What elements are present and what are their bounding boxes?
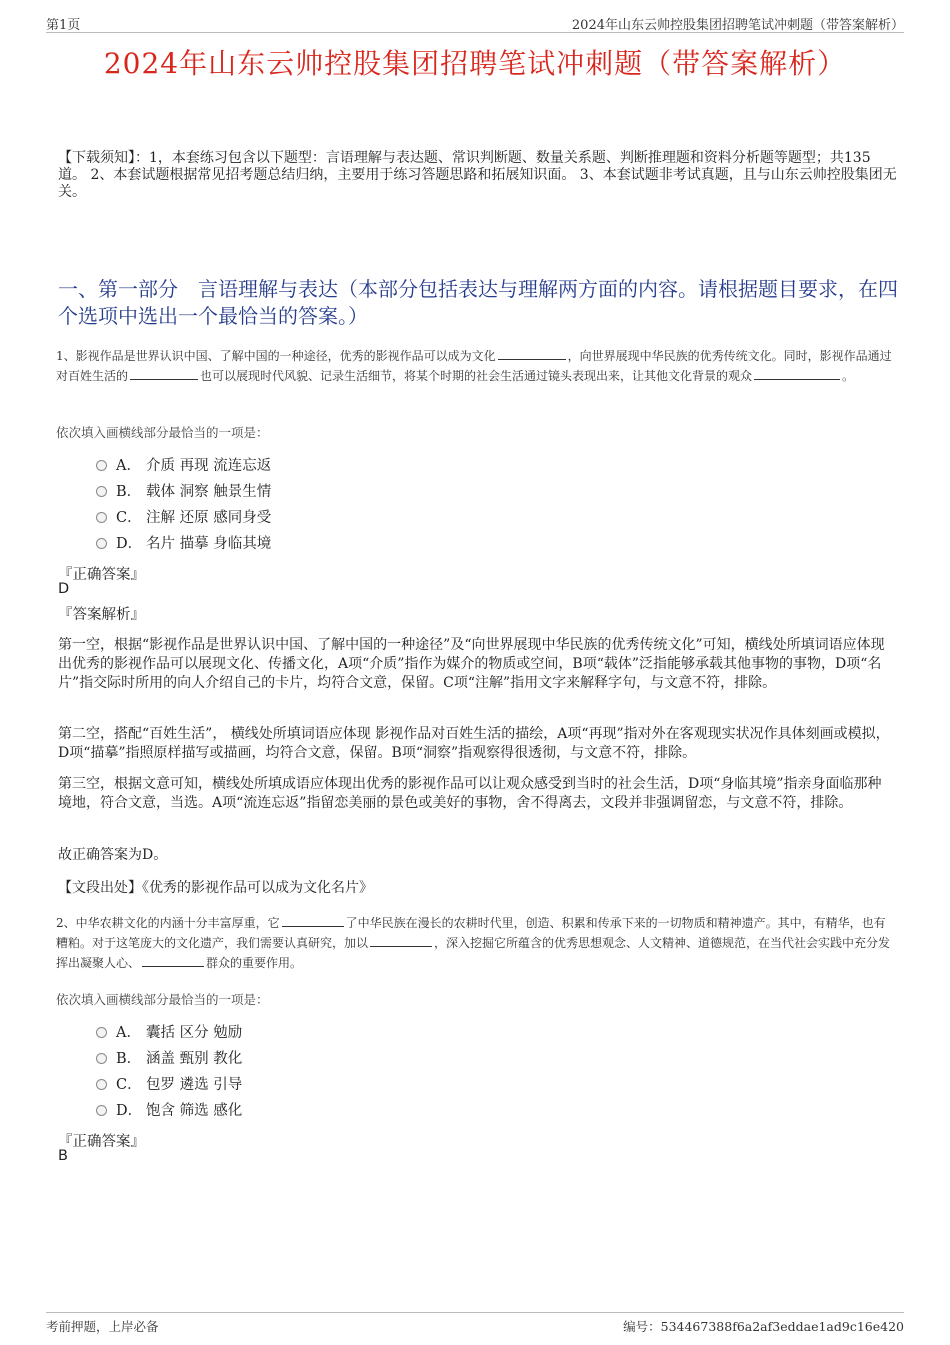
q1-analysis-para-2: 第二空，搭配“百姓生活”， 横线处所填词语应体现 影视作品对百姓生活的描绘，A项“再现”指对外在客观现实状况作具体刻画或模拟，D项“描摹”指照原样描写或描画，均符合文意，保留。B项“洞察”指观察得很透彻，与文意不符，排除。 xyxy=(58,726,890,761)
question-2-prompt: 依次填入画横线部分最恰当的一项是： xyxy=(56,992,269,1007)
section-heading: 一、第一部分 言语理解与表达（本部分包括表达与理解两方面的内容。请根据题目要求，在四个选项中选出一个最恰当的答案。） xyxy=(58,277,898,328)
blank-3 xyxy=(754,367,840,380)
page-footer xyxy=(46,1312,904,1337)
document-title: 2024年山东云帅控股集团招聘笔试冲刺题（带答案解析） xyxy=(103,47,847,80)
q1-answer: D xyxy=(58,581,70,597)
radio-icon[interactable] xyxy=(96,1105,107,1116)
q1-analysis-label: 『答案解析』 xyxy=(58,607,145,623)
radio-icon[interactable] xyxy=(96,486,107,497)
blank-3 xyxy=(142,954,204,967)
question-2-text: 2、中华农耕文化的内涵十分丰富厚重，它 了中华民族在漫长的农耕时代里，创造、积累和传承下来的一切物质和精神遗产。其中，有精华，也有糟粕。对于这笔庞大的文化遗产，我们需要认真研究，加以 ，深入挖掘它所蕴含的优秀思想观念、人文精神、道德规范，在当代社会实践中充分发挥出凝聚人心、 群众的重要作用。 xyxy=(56,916,891,970)
blank-2 xyxy=(130,367,198,380)
q1-analysis-para-3: 第三空，根据文意可知，横线处所填成语应体现出优秀的影视作品可以让观众感受到当时的社会生活，D项“身临其境”指亲身面临那种境地，符合文意，当选。A项“流连忘返”指留恋美丽的景色或美好的事物，舍不得离去，文段并非强调留恋，与文意不符，排除。 xyxy=(58,776,882,811)
radio-icon[interactable] xyxy=(96,512,107,523)
page-number: 第1页 xyxy=(46,18,81,33)
q2-option-c[interactable]: C． 包罗 遴选 引导 xyxy=(96,1075,242,1095)
download-notice: 【下载须知】：1，本套练习包含以下题型：言语理解与表达题、常识判断题、数量关系题、判断推理题和资料分析题等题型；共135道。 2、本套试题根据常见招考题总结归纳，主要用于练习答题思路和拓展知识面。 3、本套试题非考试真题，且与山东云帅控股集团无关。 xyxy=(58,150,897,200)
q1-option-c[interactable]: C． 注解 还原 感同身受 xyxy=(96,508,271,528)
q1-option-d[interactable]: D． 名片 描摹 身临其境 xyxy=(96,534,271,554)
q2-option-a[interactable]: A． 囊括 区分 勉励 xyxy=(96,1023,242,1043)
header-doc-title: 2024年山东云帅控股集团招聘笔试冲刺题（带答案解析） xyxy=(571,18,904,33)
q1-option-a[interactable]: A． 介质 再现 流连忘返 xyxy=(96,456,271,476)
q1-source: 【文段出处】《优秀的影视作品可以成为文化名片》 xyxy=(58,880,373,896)
radio-icon[interactable] xyxy=(96,1079,107,1090)
q2-answer-label: 『正确答案』 xyxy=(58,1134,145,1150)
q1-option-b[interactable]: B． 载体 洞察 触景生情 xyxy=(96,482,271,502)
q1-analysis-para-1: 第一空，根据“影视作品是世界认识中国、了解中国的一种途径”及“向世界展现中华民族的优秀传统文化”可知，横线处所填词语应体现出优秀的影视作品可以展现文化、传播文化，A项“介质”指作为媒介的物质或空间，B项“载体”泛指能够承载其他事物的事物，D项“名片”指交际时所用的向人介绍自己的卡片，均符合文意，保留。C项“注解”指用文字来解释字句，与文意不符，排除。 xyxy=(58,637,885,691)
question-1-prompt: 依次填入画横线部分最恰当的一项是： xyxy=(56,425,269,440)
q2-option-d[interactable]: D． 饱含 筛选 感化 xyxy=(96,1101,242,1121)
blank-2 xyxy=(370,934,432,947)
radio-icon[interactable] xyxy=(96,460,107,471)
q2-option-b[interactable]: B． 涵盖 甄别 教化 xyxy=(96,1049,242,1069)
blank-1 xyxy=(498,347,566,360)
radio-icon[interactable] xyxy=(96,538,107,549)
q1-answer-label: 『正确答案』 xyxy=(58,567,145,583)
q1-analysis-conclusion: 故正确答案为D。 xyxy=(58,847,168,863)
q2-answer: B xyxy=(58,1148,68,1164)
footer-slogan: 考前押题，上岸必备 xyxy=(46,1319,159,1334)
footer-doc-id: 编号：534467388f6a2af3eddae1ad9c16e420 xyxy=(623,1319,904,1334)
blank-1 xyxy=(282,914,344,927)
question-1-text: 1、影视作品是世界认识中国、了解中国的一种途径，优秀的影视作品可以成为文化 ，向世界展现中华民族的优秀传统文化。同时，影视作品通过对百姓生活的 也可以展现时代风貌、记录生活细节，将某个时期的社会生活通过镜头表现出来，让其他文化背景的观众 。 xyxy=(56,349,892,383)
page-header xyxy=(46,14,904,33)
radio-icon[interactable] xyxy=(96,1027,107,1038)
radio-icon[interactable] xyxy=(96,1053,107,1064)
